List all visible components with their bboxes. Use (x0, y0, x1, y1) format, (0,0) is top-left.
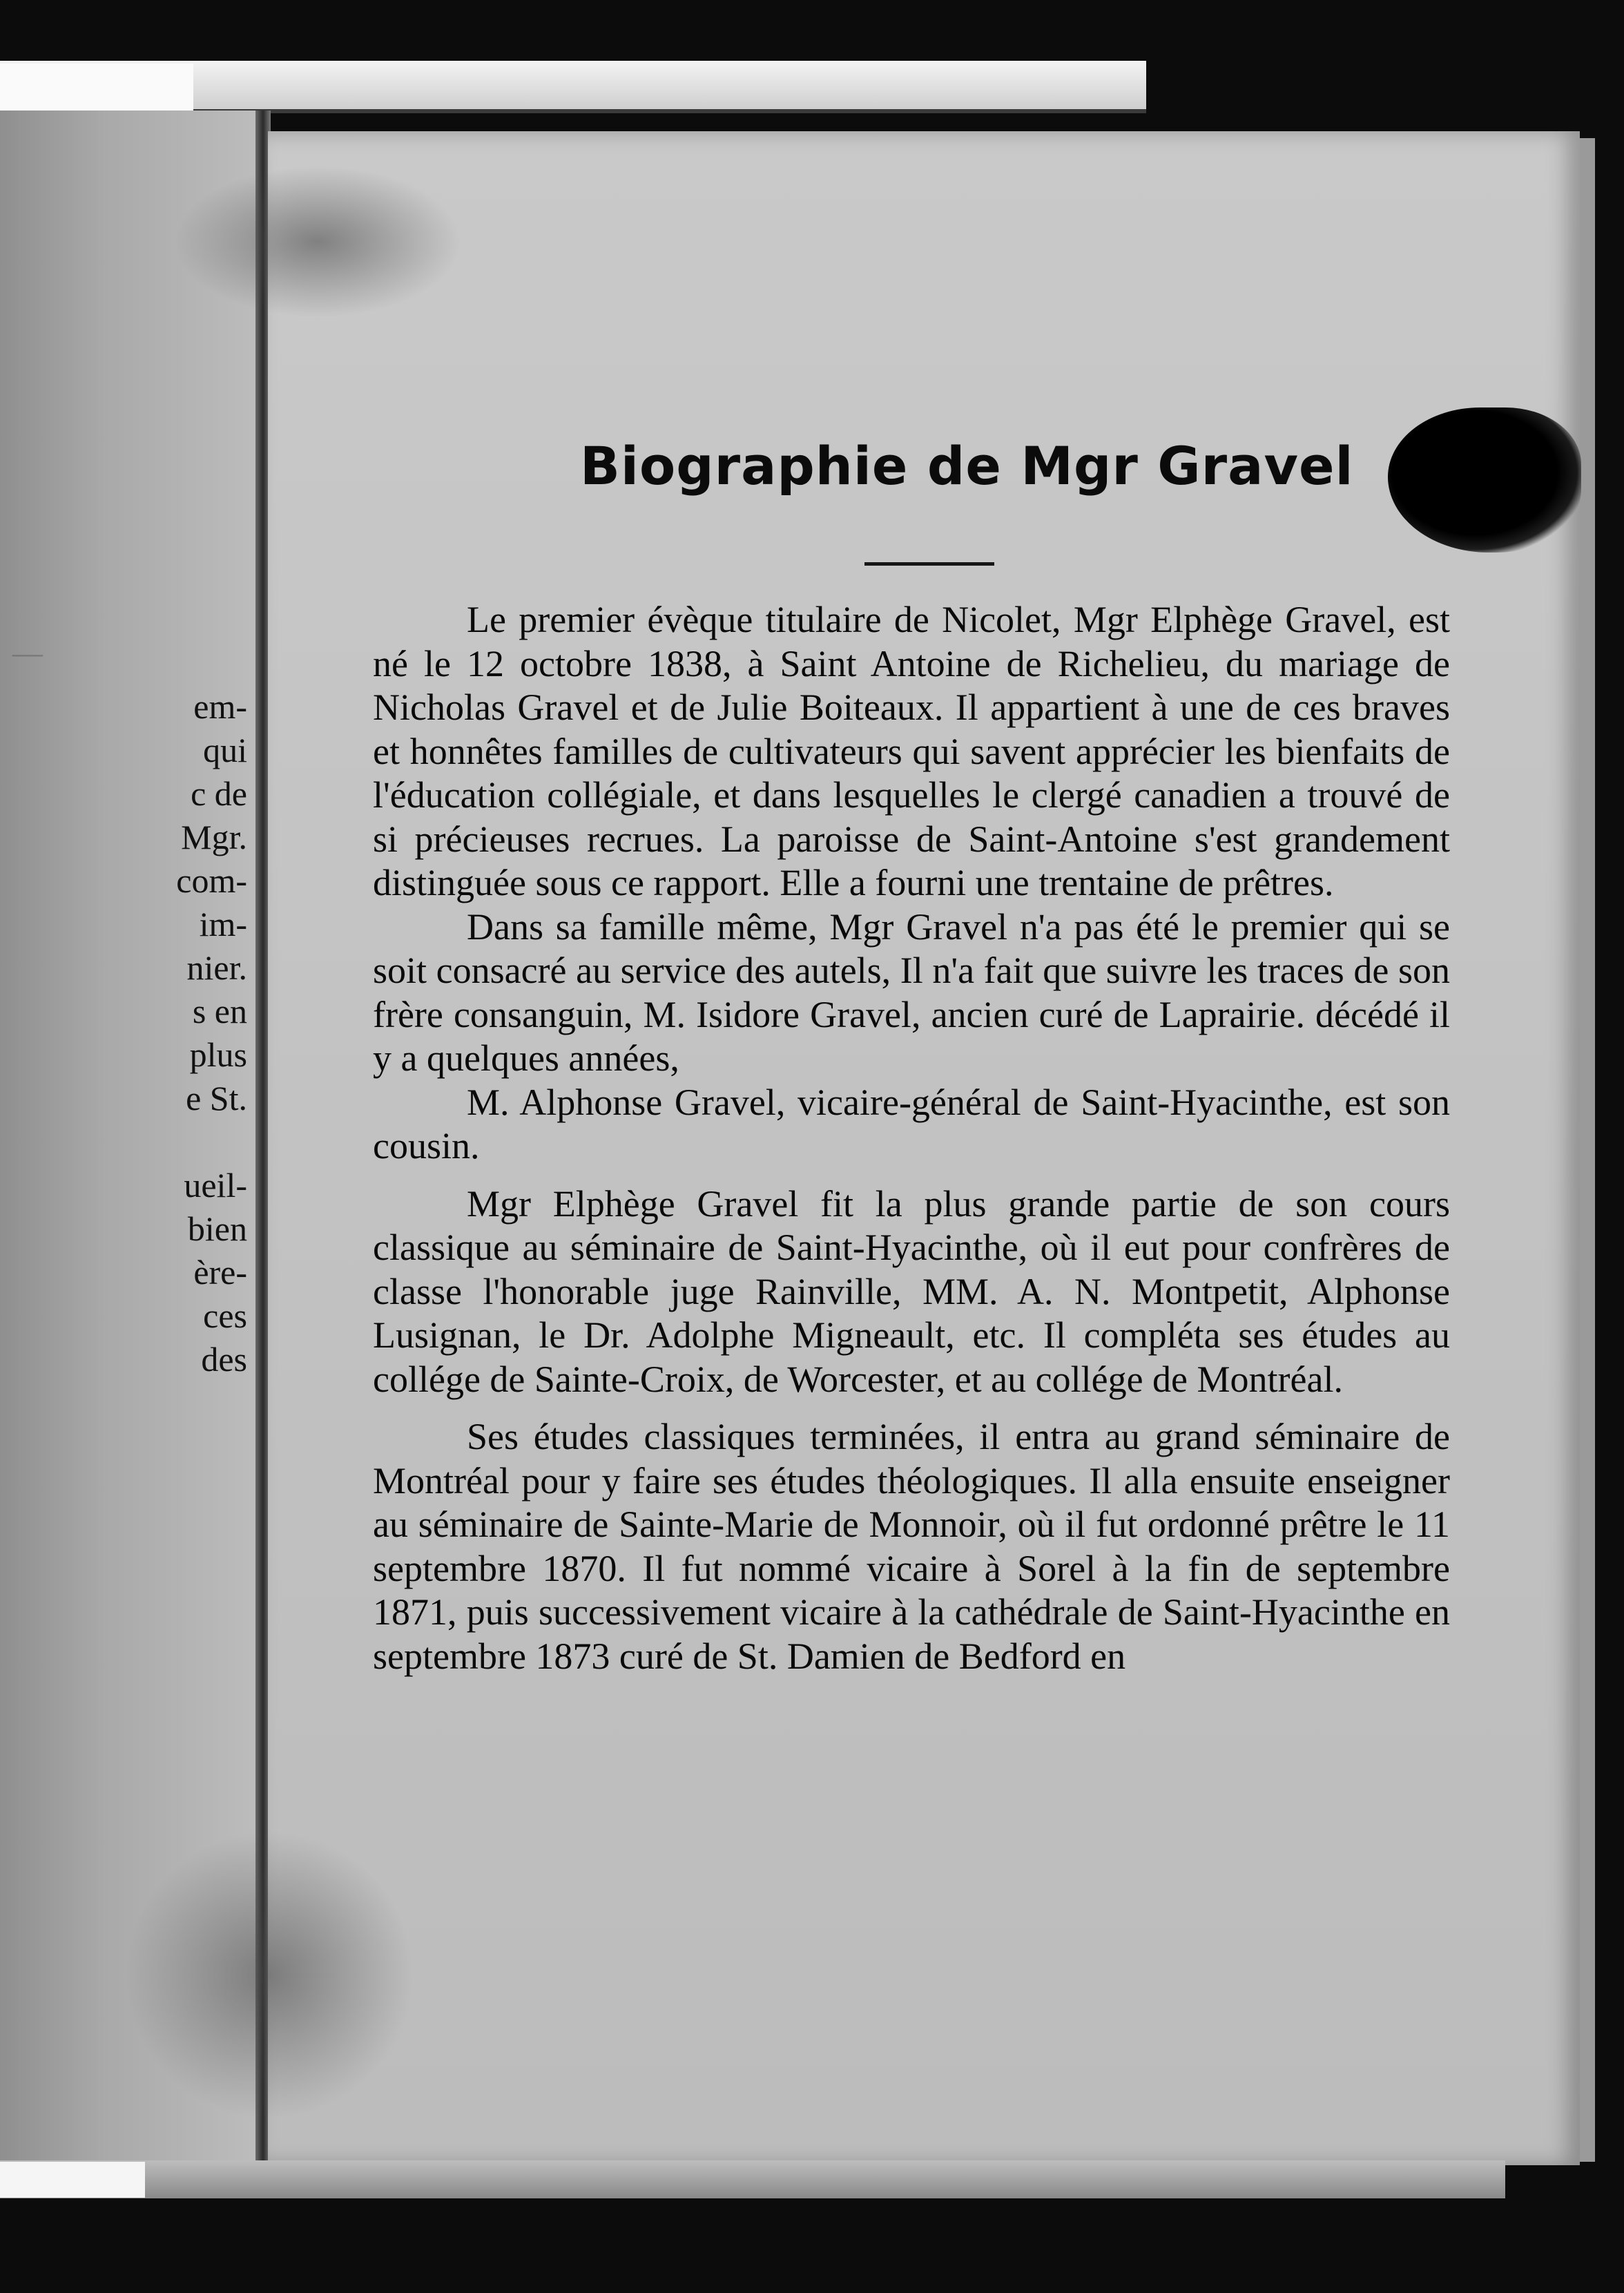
left-page-line: c de (191, 774, 247, 813)
left-page-line: ueil- (184, 1166, 247, 1205)
left-page-line: Mgr. (181, 818, 247, 856)
left-page-line: e St. (186, 1079, 247, 1117)
title-divider (864, 562, 994, 566)
left-page-line: com- (176, 861, 247, 900)
left-page-line: s en (192, 992, 247, 1030)
left-page-line: ère- (193, 1253, 247, 1292)
page-right-edge (1580, 138, 1595, 2162)
top-paper-strip-left (0, 64, 193, 112)
paragraph: Dans sa famille même, Mgr Gravel n'a pas été le premier qui se soit consacré au service des autels, Il n'a fait que suivre les traces de son frère consanguin, M. Isidore Gravel, ancien curé de Laprairie. décédé il y a quelques années, (373, 905, 1450, 1079)
article-body (373, 598, 1450, 1678)
left-page-line: des (201, 1340, 247, 1379)
left-page-line: plus (189, 1035, 247, 1074)
bottom-paper-strip (0, 2160, 1505, 2198)
paragraph: Le premier évèque titulaire de Nicolet, Mgr Elphège Gravel, est né le 12 octobre 1838, à Saint Antoine de Richelieu, du mariage de Nicholas Gravel et de Julie Boiteaux. Il appartient à une de ces braves et honnêtes familles de cultivateurs qui savent apprécier les bienfaits de l'éducation collégiale, et dans lesquelles le clergé canadien a trouvé de si précieuses recrues. La paroisse de Saint-Antoine s'est grandement distinguée sous ce rapport. Elle a fourni une trentaine de prêtres. (373, 599, 1450, 903)
left-page-line: em- (193, 687, 247, 726)
paper-stain (173, 166, 463, 318)
bleed-through-text: — (12, 636, 43, 670)
paragraph: M. Alphonse Gravel, vicaire-général de Saint-Hyacinthe, est son cousin. (373, 1081, 1450, 1167)
left-page-line: im- (199, 905, 247, 943)
paragraph: Ses études classiques terminées, il entra au grand séminaire de Montréal pour y faire ses études théologiques. Il alla ensuite enseigner au séminaire de Sainte-Marie de Monnoir, où il fut ordonné prêtre le 11 septembre 1870. Il fut nommé vicaire à Sorel à la fin de septembre 1871, puis successivement vicaire à la cathédrale de Saint-Hyacinthe en septembre 1873 curé de St. Damien de Bedford en (373, 1416, 1450, 1677)
article-title: Biographie de Mgr Gravel (580, 435, 1354, 497)
bottom-paper-strip-left (0, 2162, 145, 2198)
paper-stain (124, 1830, 414, 2120)
left-page-line: nier. (186, 948, 247, 987)
left-page-line: qui (203, 731, 247, 769)
paragraph: Mgr Elphège Gravel fit la plus grande partie de son cours classique au séminaire de Saint-Hyacinthe, où il eut pour confrères de classe l'honorable juge Rainville, MM. A. N. Montpetit, Alphonse Lusignan, le Dr. Adolphe Migneault, etc. Il compléta ses études au collége de Sainte-Croix, de Worcester, et au collége de Montréal. (373, 1182, 1450, 1400)
left-page-line: ces (203, 1296, 247, 1335)
left-page-line: bien (187, 1209, 247, 1248)
